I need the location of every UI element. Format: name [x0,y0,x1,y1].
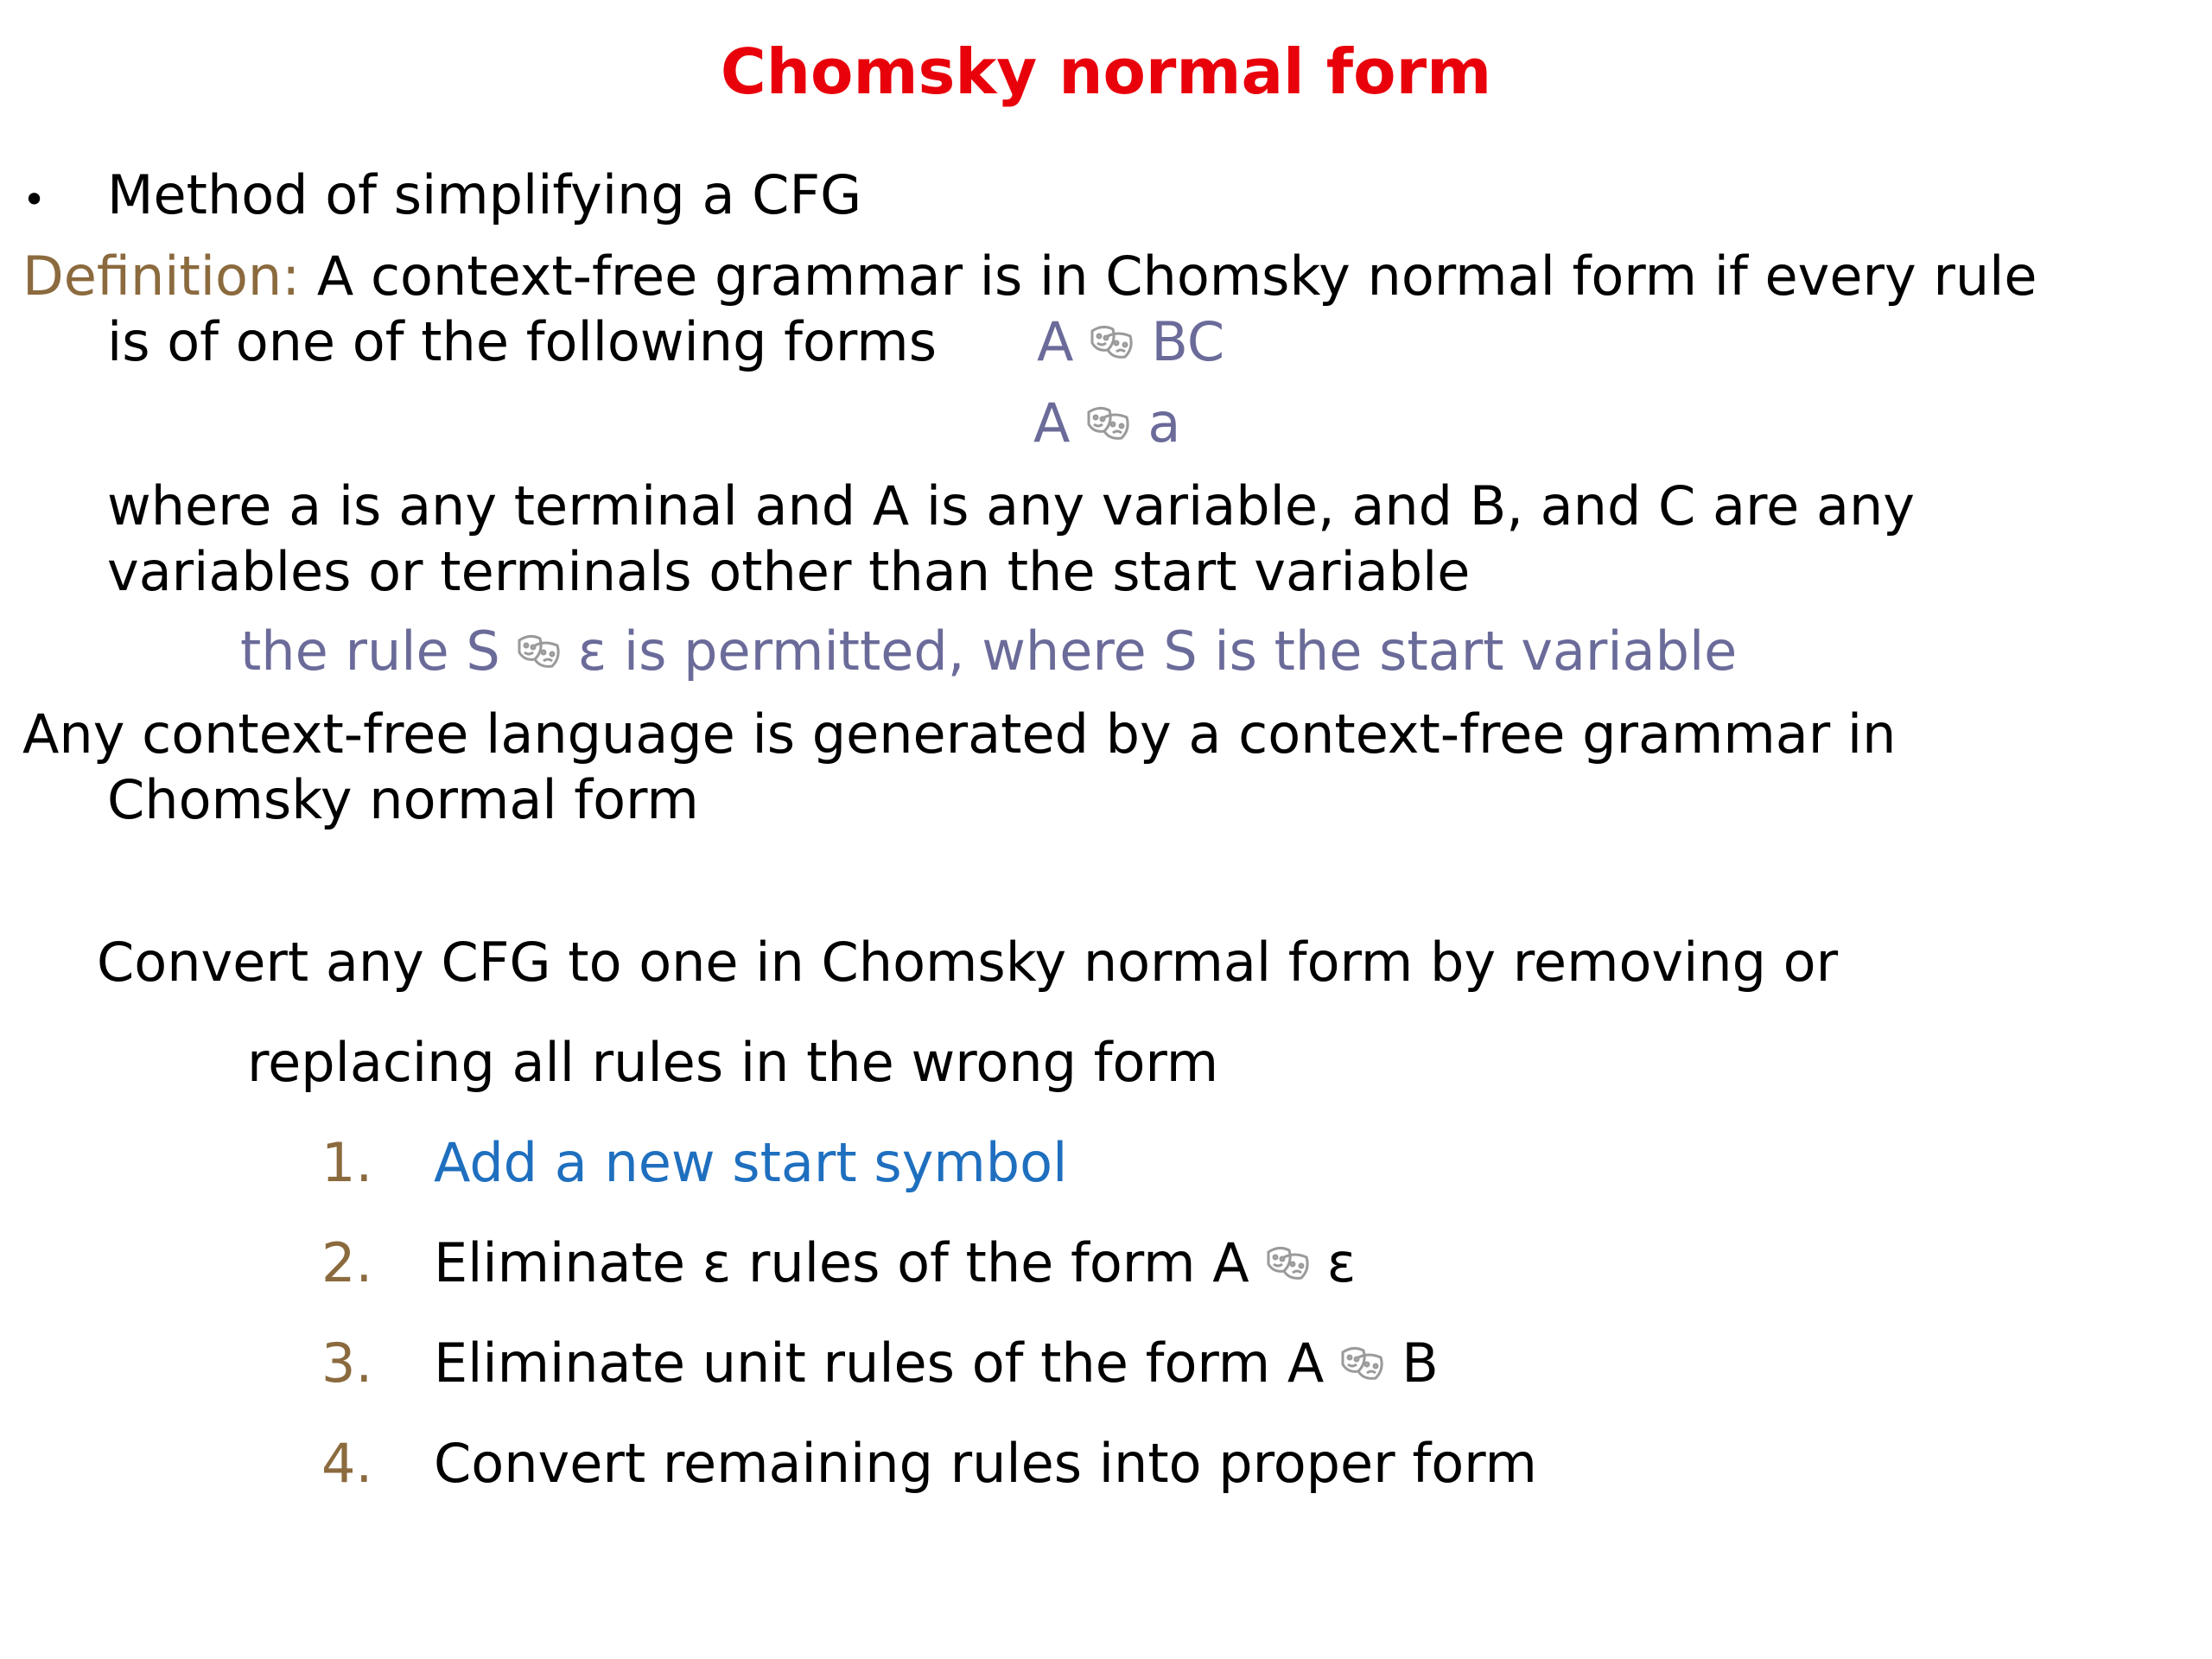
step-text: Eliminate unit rules of the form A [434,1332,1325,1395]
epsilon-rule-before: the rule S [240,620,500,683]
arrow-glyph-icon [1338,1344,1388,1383]
step-number: 2. [321,1231,373,1294]
where-line-1: where a is any terminal and A is any variable, and B, and C are any [107,474,1915,537]
convert-line-2: replacing all rules in the wrong form [247,1031,1219,1094]
step-text: Convert remaining rules into proper form [434,1432,1537,1495]
arrow-glyph-icon [514,632,564,671]
step-suffix: B [1402,1332,1439,1395]
bullet-line [22,161,46,234]
where-line-2: variables or terminals other than the start variable [107,540,1471,603]
arrow-glyph-icon [1087,322,1137,362]
step-number: 4. [321,1432,373,1495]
any-cfl-line-1: Any context-free language is generated by a context-free grammar in [22,702,1897,766]
step-text: Add a new start symbol [434,1131,1068,1194]
any-cfl-line-2: Chomsky normal form [107,768,699,831]
arrow-glyph-icon [1263,1243,1313,1283]
definition-line-1 [22,242,2037,311]
step-number: 1. [321,1131,373,1194]
rule1-lhs: A [1037,310,1074,373]
rule-a-a [1033,389,1180,458]
rule2-lhs: A [1033,391,1071,454]
rule1-rhs: BC [1151,310,1225,373]
rule-a-bc [1037,308,1224,377]
step-text: Eliminate ε rules of the form A [434,1231,1249,1294]
rule2-rhs: a [1147,391,1181,454]
slide-title: Chomsky normal form [720,35,1492,108]
step-1 [321,1128,1067,1198]
step-number: 3. [321,1332,373,1395]
arrow-glyph-icon [1084,404,1134,443]
step-4 [321,1429,1537,1498]
definition-label: Definition: [22,245,301,308]
definition-text-1: A context-free grammar is in Chomsky normal form if every rule [300,245,2037,308]
convert-line-1: Convert any CFG to one in Chomsky normal form by removing or [97,931,1839,994]
epsilon-rule-after: ε is permitted, where S is the start variable [577,620,1738,683]
definition-line-2: is of one of the following forms [107,310,938,373]
step-3 [321,1329,1439,1398]
bullet-text: Method of simplifying a CFG [107,163,862,226]
epsilon-rule-line [240,617,1737,686]
step-suffix: ε [1326,1231,1357,1294]
bullet-marker: • [22,176,47,223]
step-2 [321,1229,1356,1298]
